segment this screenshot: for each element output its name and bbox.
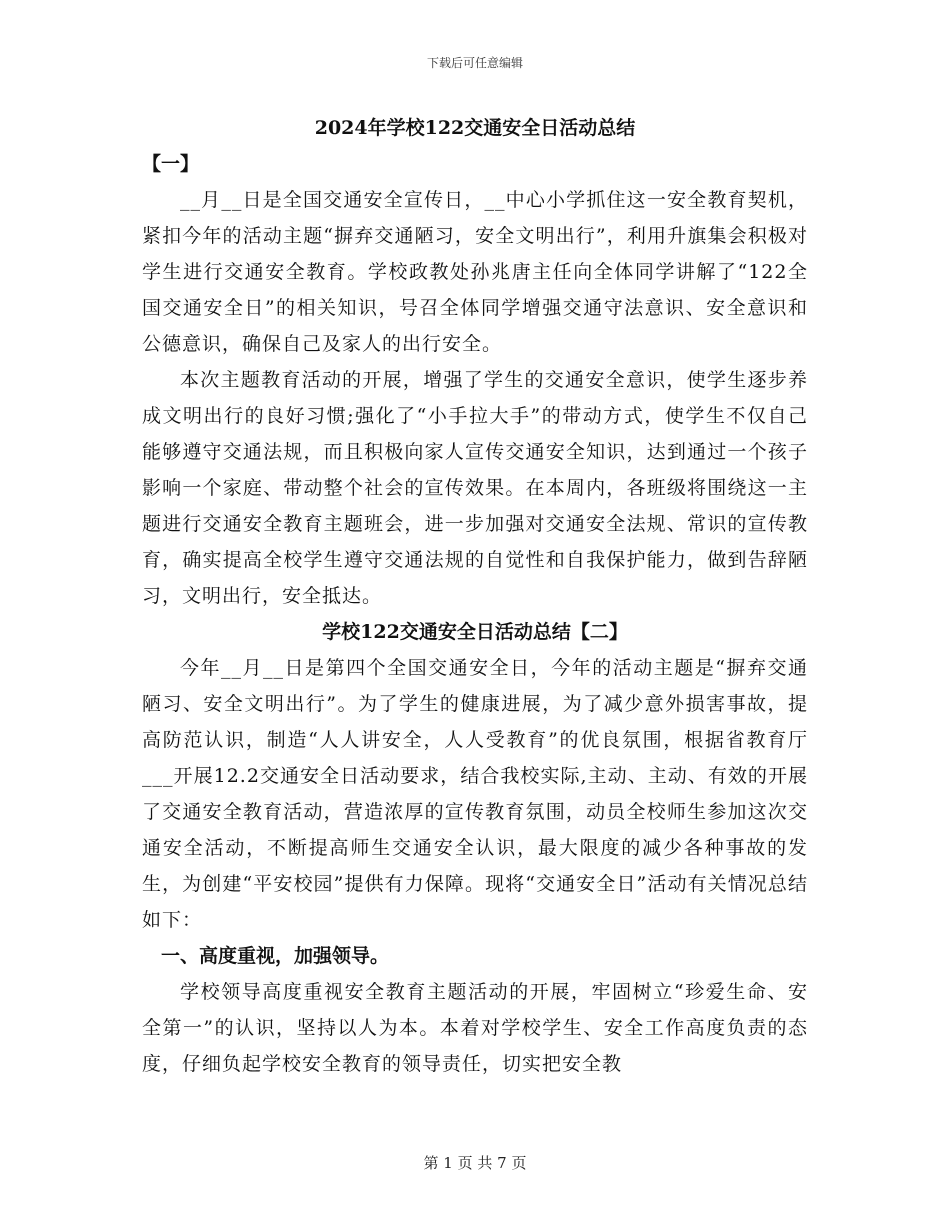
paragraph: 今年__月__日是第四个全国交通安全日，今年的活动主题是“摒弃交通陋习、安全文明出行”。为了学生的健康进展，为了减少意外损害事故，提高防范认识，制造“人人讲安全，人人受教育”的优良氛围，根据省教育厅___开展12.2交通安全日活动要求，结合我校实际,主动、主动、有效的开展了交通安全教育活动，营造浓厚的宣传教育氛围，动员全校师生参加这次交通安全活动，不断提高师生交通安全认识，最大限度的减少各种事故的发生，为创建“平安校园”提供有力保障。现将“交通安全日”活动有关情况总结如下：: [142, 657, 808, 931]
paragraph: __月__日是全国交通安全宣传日，__中心小学抓住这一安全教育契机，紧扣今年的活动主题“摒弃交通陋习，安全文明出行”，利用升旗集会积极对学生进行交通安全教育。学校政教处孙兆唐主任向全体同学讲解了“122全国交通安全日”的相关知识，号召全体同学增强交通守法意识、安全意识和公德意识，确保自己及家人的出行安全。: [142, 189, 808, 355]
paragraph: 学校领导高度重视安全教育主题活动的开展，牢固树立“珍爱生命、安全第一”的认识，坚持以人为本。本着对学校学生、安全工作高度负责的态度，仔细负起学校安全教育的领导责任，切实把安全教: [142, 981, 808, 1075]
document-body: [142, 110, 808, 1082]
section-title-two: 学校122交通安全日活动总结【二】: [322, 621, 628, 643]
header-note: 下载后可任意编辑: [426, 56, 523, 70]
page-footer: 第 1 页 共 7 页: [423, 1154, 527, 1172]
document-title: 2024年学校122交通安全日活动总结: [314, 117, 636, 139]
section-heading: 一、高度重视，加强领导。: [161, 945, 390, 967]
paragraph: 本次主题教育活动的开展，增强了学生的交通安全意识，使学生逐步养成文明出行的良好习惯;强化了“小手拉大手”的带动方式，使学生不仅自己能够遵守交通法规，而且积极向家人宣传交通安全知识，达到通过一个孩子影响一个家庭、带动整个社会的宣传效果。在本周内，各班级将围绕这一主题进行交通安全教育主题班会，进一步加强对交通安全法规、常识的宣传教育，确实提高全校学生遵守交通法规的自觉性和自我保护能力，做到告辞陋习，文明出行，安全抵达。: [142, 369, 808, 607]
section-marker-one: 【一】: [142, 153, 200, 175]
